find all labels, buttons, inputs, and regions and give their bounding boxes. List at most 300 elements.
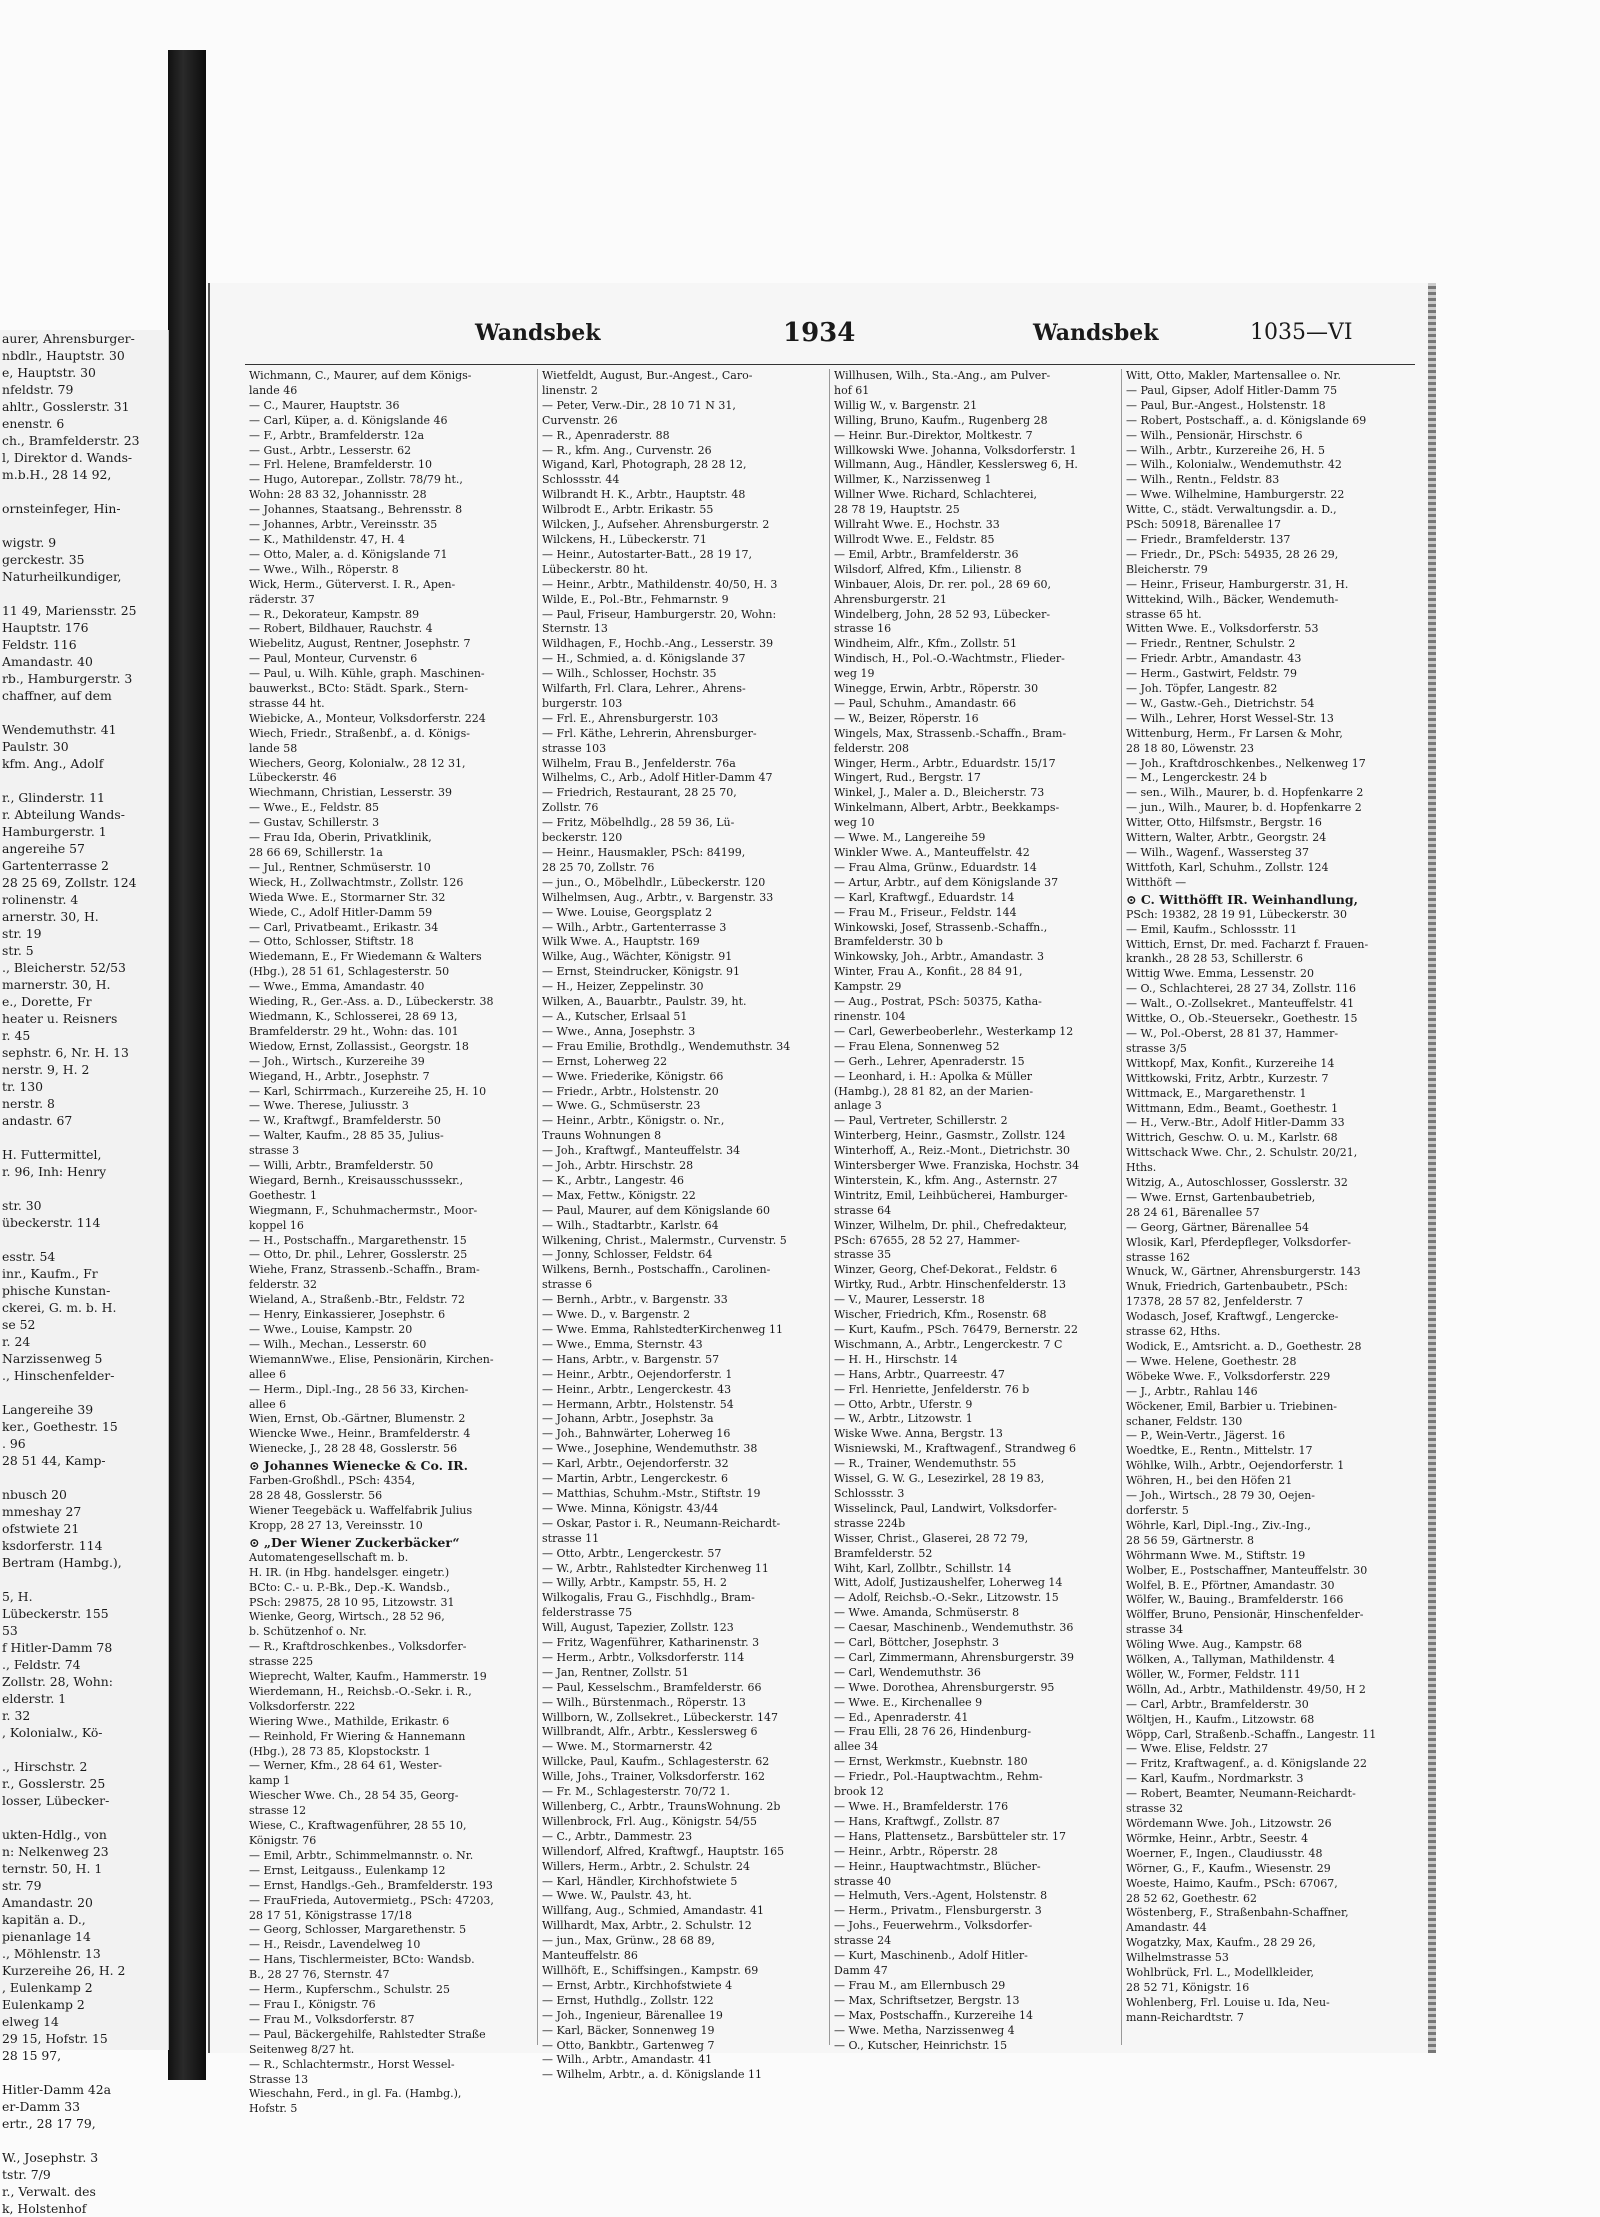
directory-entry: Wiht, Karl, Zollbtr., Schillstr. 14 [834, 1561, 1012, 1575]
left-page-line: esstr. 54 [2, 1249, 56, 1264]
directory-entry: beckerstr. 120 [542, 831, 623, 845]
directory-entry: Volksdorferstr. 222 [249, 1699, 356, 1713]
directory-entry: Wierdemann, H., Reichsb.-O.-Sekr. i. R., [249, 1684, 472, 1698]
directory-entry: — Hans, Arbtr., v. Bargenstr. 57 [542, 1352, 720, 1366]
directory-entry: — Carl, Küper, a. d. Königslande 46 [249, 413, 448, 427]
left-page-line: l, Direktor d. Wands- [2, 450, 133, 465]
directory-entry: Schlossstr. 3 [834, 1486, 905, 1500]
directory-entry: — Karl, Kaufm., Nordmarkstr. 3 [1126, 1772, 1304, 1786]
directory-entry: — Wwe. Louise, Georgsplatz 2 [542, 905, 713, 919]
directory-entry: — Max, Fettw., Königstr. 22 [542, 1188, 696, 1202]
left-page-line: ertr., 28 17 79, [2, 2116, 96, 2131]
directory-entry: Wiechmann, Christian, Lesserstr. 39 [249, 786, 453, 800]
directory-entry: — Wwe. Minna, Königstr. 43/44 [542, 1501, 719, 1515]
directory-entry: 28 52 71, Königstr. 16 [1126, 1980, 1250, 1994]
directory-entry: — Max, Schriftsetzer, Bergstr. 13 [834, 1993, 1020, 2007]
left-page-line: kfm. Ang., Adolf [2, 756, 104, 771]
directory-entry: Wöhren, H., bei den Höfen 21 [1126, 1474, 1293, 1488]
left-page-line: ornsteinfeger, Hin- [2, 501, 121, 516]
directory-entry: Windisch, H., Pol.-O.-Wachtmstr., Flieder- [834, 652, 1065, 666]
directory-entry: lande 46 [249, 383, 298, 397]
header-right-title: Wandsbek [1033, 320, 1159, 346]
left-page-line: 28 51 44, Kamp- [2, 1453, 106, 1468]
directory-entry: — Karl, Bäcker, Sonnenweg 19 [542, 2023, 715, 2037]
directory-entry: Wisselinck, Paul, Landwirt, Volksdorfer- [834, 1501, 1057, 1515]
book-binding [168, 50, 206, 2080]
directory-entry: — Fr. M., Schlagesterstr. 70/72 1. [542, 1785, 730, 1799]
directory-columns [245, 364, 1415, 2116]
directory-entry: Wigand, Karl, Photograph, 28 28 12, [542, 458, 747, 472]
directory-entry: Wittfoth, Karl, Schuhm., Zollstr. 124 [1126, 860, 1329, 874]
directory-entry: strasse 3 [249, 1144, 300, 1158]
directory-entry: — Fritz, Wagenführer, Katharinenstr. 3 [542, 1636, 760, 1650]
directory-entry: — Wwe., Josephine, Wendemuthstr. 38 [542, 1442, 758, 1456]
directory-entry: Wölken, A., Tallyman, Mathildenstr. 4 [1126, 1653, 1335, 1667]
directory-entry: Wöhrle, Karl, Dipl.-Ing., Ziv.-Ing., [1126, 1518, 1311, 1532]
directory-entry: Willhöft, E., Schiffsingen., Kampstr. 69 [542, 1963, 759, 1977]
directory-entry: Kampstr. 29 [834, 980, 902, 994]
left-page-line: wigstr. 9 [2, 535, 57, 550]
directory-entry: — Wilh., Schlosser, Hochstr. 35 [542, 667, 717, 681]
directory-entry: — Werner, Kfm., 28 64 61, Wester- [249, 1759, 442, 1773]
directory-entry: Bramfelderstr. 52 [834, 1546, 933, 1560]
directory-entry: — Otto, Dr. phil., Lehrer, Gosslerstr. 25 [249, 1248, 468, 1262]
directory-entry: Manteuffelstr. 86 [542, 1949, 638, 1963]
directory-entry: Winterstein, K., kfm. Ang., Asternstr. 27 [834, 1173, 1058, 1187]
directory-entry: — jun., O., Möbelhdlr., Lübeckerstr. 120 [542, 875, 766, 889]
directory-entry: Willbrandt, Alfr., Arbtr., Kesslersweg 6 [542, 1725, 758, 1739]
directory-entry: Hofstr. 5 [249, 2102, 298, 2116]
directory-entry: — Friedr., Bramfelderstr. 137 [1126, 532, 1291, 546]
directory-entry: — Wwe. Metha, Narzissenweg 4 [834, 2023, 1015, 2037]
directory-entry: allee 6 [249, 1367, 287, 1381]
left-page-line [0, 1129, 168, 1146]
directory-entry: strasse 6 [542, 1278, 593, 1292]
directory-entry: strasse 11 [542, 1531, 600, 1545]
directory-entry: — C., Maurer, Hauptstr. 36 [249, 398, 400, 412]
directory-entry: felderstr. 208 [834, 741, 910, 755]
left-page-line: übeckerstr. 114 [2, 1215, 101, 1230]
directory-entry: Windheim, Alfr., Kfm., Zollstr. 51 [834, 637, 1017, 651]
directory-entry: — Heinr., Hausmakler, PSch: 84199, [542, 846, 746, 859]
directory-entry: (Hambg.), 28 81 82, an der Marien- [834, 1084, 1034, 1098]
directory-entry: (Hbg.), 28 51 61, Schlagesterstr. 50 [249, 965, 450, 979]
left-page-line: angereihe 57 [2, 841, 85, 856]
directory-entry: — Heinr. Bur.-Direktor, Moltkestr. 7 [834, 428, 1033, 442]
left-page-line: rolinenstr. 4 [2, 892, 79, 907]
left-page-line [0, 1384, 168, 1401]
directory-entry: — Johannes, Arbtr., Vereinsstr. 35 [249, 518, 438, 532]
directory-entry: — R., Apenraderstr. 88 [542, 428, 670, 442]
directory-entry: Wittenburg, Herm., Fr Larsen & Mohr, [1126, 726, 1343, 740]
directory-entry: — jun., Max, Grünw., 28 68 89, [542, 1934, 715, 1948]
directory-entry: — Frau M., am Ellernbusch 29 [834, 1978, 1006, 1992]
directory-entry: — Wwe. Ernst, Gartenbaubetrieb, [1126, 1190, 1316, 1204]
directory-entry: Wilhelmsen, Aug., Arbtr., v. Bargenstr. 33 [542, 890, 774, 904]
directory-entry: Witter, Otto, Hilfsmstr., Bergstr. 16 [1126, 816, 1322, 830]
directory-entry: Wieprecht, Walter, Kaufm., Hammerstr. 19 [249, 1670, 487, 1684]
directory-entry: Winzer, Wilhelm, Dr. phil., Chefredakteur, [834, 1218, 1067, 1232]
directory-entry: Wingert, Rud., Bergstr. 17 [834, 771, 981, 785]
directory-entry: Wilkens, Bernh., Postschaffn., Carolinen- [542, 1263, 771, 1277]
directory-entry: Willraht Wwe. E., Hochstr. 33 [834, 518, 1000, 532]
left-page-line: Eulenkamp 2 [2, 1997, 85, 2012]
directory-entry: Winterhoff, A., Reiz.-Mont., Dietrichstr. 30 [834, 1144, 1071, 1158]
left-page-line [0, 2132, 168, 2149]
directory-entry: — Robert, Postschaff., a. d. Königslande 69 [1126, 413, 1367, 427]
left-page-line [0, 1469, 168, 1486]
directory-entry: allee 6 [249, 1397, 287, 1411]
directory-entry: Wördemann Wwe. Joh., Litzowstr. 26 [1126, 1817, 1332, 1830]
left-page-line: Zollstr. 28, Wohn: [2, 1674, 113, 1689]
directory-entry: Wittmann, Edm., Beamt., Goethestr. 1 [1126, 1101, 1339, 1115]
directory-entry: Winkel, J., Maler a. D., Bleicherstr. 73 [834, 786, 1045, 800]
directory-entry: Wille, Johs., Trainer, Volksdorferstr. 162 [542, 1770, 765, 1784]
directory-entry: Wieding, R., Ger.-Ass. a. D., Lübeckerstr. 38 [249, 995, 494, 1009]
directory-entry: — Wwe., Emma, Sternstr. 43 [542, 1337, 703, 1351]
directory-entry: — Matthias, Schuhm.-Mstr., Stiftstr. 19 [542, 1486, 761, 1500]
directory-entry: — H., Postschaffn., Margarethenstr. 15 [249, 1233, 467, 1247]
directory-entry: strasse 40 [834, 1874, 892, 1888]
directory-entry: Wiehe, Franz, Strassenb.-Schaffn., Bram- [249, 1263, 480, 1277]
directory-entry: Wiener Teegebäck u. Waffelfabrik Julius [249, 1503, 473, 1517]
directory-entry: Willendorf, Alfred, Kraftwgf., Hauptstr. 165 [542, 1844, 785, 1858]
directory-entry: — Carl, Arbtr., Bramfelderstr. 30 [1126, 1697, 1309, 1711]
directory-entry: Wohlenberg, Frl. Louise u. Ida, Neu- [1126, 1995, 1330, 2009]
directory-entry: — Heinr., Arbtr., Königstr. o. Nr., [542, 1114, 725, 1128]
directory-entry: — Aug., Postrat, PSch: 50375, Katha- [834, 995, 1042, 1009]
directory-entry: strasse 62, Hths. [1126, 1325, 1221, 1339]
directory-entry: Wissel, G. W. G., Lesezirkel, 28 19 83, [834, 1472, 1045, 1486]
directory-entry: — Wwe. G., Schmüserstr. 23 [542, 1099, 701, 1113]
directory-entry: anlage 3 [834, 1099, 882, 1113]
directory-entry: — W., Gastw.-Geh., Dietrichstr. 54 [1126, 696, 1315, 710]
left-page-line: r. 24 [2, 1334, 31, 1349]
directory-entry: Wisniewski, M., Kraftwagenf., Strandweg 6 [834, 1442, 1077, 1456]
directory-entry: Woerner, F., Ingen., Claudiusstr. 48 [1126, 1846, 1323, 1860]
directory-entry: — Hermann, Arbtr., Holstenstr. 54 [542, 1397, 734, 1411]
directory-entry: Willner Wwe. Richard, Schlachterei, [834, 488, 1037, 502]
directory-entry: B., 28 27 76, Sternstr. 47 [249, 1968, 390, 1982]
directory-entry: — Frl. Henriette, Jenfelderstr. 76 b [834, 1382, 1030, 1396]
directory-entry: Wilde, E., Pol.-Btr., Fehmarnstr. 9 [542, 592, 729, 606]
directory-entry: Wien, Ernst, Ob.-Gärtner, Blumenstr. 2 [249, 1412, 466, 1426]
directory-entry: Wilfarth, Frl. Clara, Lehrer., Ahrens- [542, 682, 746, 696]
left-page-line: gerckestr. 35 [2, 552, 85, 567]
directory-entry: — Herm., Gastwirt, Feldstr. 79 [1126, 667, 1297, 681]
directory-entry: — sen., Wilh., Maurer, b. d. Hopfenkarre 2 [1126, 786, 1364, 800]
directory-entry: Amandastr. 44 [1126, 1921, 1207, 1935]
directory-entry: Wiegard, Bernh., Kreisausschusssekr., [249, 1173, 464, 1187]
left-page-line: r. 96, Inh: Henry [2, 1164, 107, 1179]
directory-entry: strasse 32 [1126, 1802, 1184, 1816]
directory-entry: Willmann, Aug., Händler, Kesslersweg 6, H. [834, 458, 1078, 472]
left-page-line: Feldstr. 116 [2, 637, 77, 652]
directory-entry: Wieland, A., Straßenb.-Btr., Feldstr. 72 [249, 1293, 465, 1307]
left-page-line: 29 15, Hofstr. 15 [2, 2031, 108, 2046]
left-page-line: ksdorferstr. 114 [2, 1538, 103, 1553]
directory-entry: Bramfelderstr. 30 b [834, 935, 943, 949]
left-page-line: Hamburgerstr. 1 [2, 824, 107, 839]
directory-entry: 28 28 48, Gosslerstr. 56 [249, 1489, 383, 1503]
previous-page-fragment [0, 330, 169, 2216]
directory-entry: Winkowsky, Joh., Arbtr., Amandastr. 3 [834, 950, 1045, 964]
directory-entry: räderstr. 37 [249, 592, 315, 606]
left-page-line: Kurzereihe 26, H. 2 [2, 1963, 126, 1978]
directory-entry: Wittschack Wwe. Chr., 2. Schulstr. 20/21, [1126, 1146, 1358, 1160]
directory-entry: 28 24 61, Bärenallee 57 [1126, 1205, 1260, 1219]
directory-entry: — K., Arbtr., Langestr. 46 [542, 1173, 685, 1187]
directory-entry: Winter, Frau A., Konfit., 28 84 91, [834, 965, 1023, 979]
directory-entry: Wöller, W., Former, Feldstr. 111 [1126, 1667, 1301, 1681]
directory-entry: Bramfelderstr. 29 ht., Wohn: das. 101 [249, 1024, 459, 1038]
directory-entry: — Johs., Feuerwehrm., Volksdorfer- [834, 1919, 1033, 1933]
directory-entry: strasse 225 [249, 1655, 314, 1669]
directory-entry: — Otto, Arbtr., Lengerckestr. 57 [542, 1546, 722, 1560]
directory-entry: Wittekind, Wilh., Bäcker, Wendemuth- [1126, 592, 1339, 606]
directory-entry: — Wilhelm, Arbtr., a. d. Königslande 11 [542, 2068, 763, 2082]
directory-entry: — Johann, Arbtr., Josephstr. 3a [542, 1412, 714, 1426]
directory-entry: — Ernst, Werkmstr., Kuebnstr. 180 [834, 1755, 1028, 1769]
left-page-line: elderstr. 1 [2, 1691, 67, 1706]
directory-entry: Wiedow, Ernst, Zollassist., Georgstr. 18 [249, 1039, 469, 1053]
left-page-line: Amandastr. 40 [2, 654, 93, 669]
directory-entry: Wiering Wwe., Mathilde, Erikastr. 6 [249, 1714, 450, 1728]
left-page-line [0, 1571, 168, 1588]
directory-entry: Wiedmann, K., Schlosserei, 28 69 13, [249, 1009, 458, 1023]
directory-entry: Strasse 13 [249, 2072, 309, 2086]
directory-entry: Wittrich, Geschw. O. u. M., Karlstr. 68 [1126, 1131, 1338, 1145]
directory-entry: Willcke, Paul, Kaufm., Schlagesterstr. 62 [542, 1755, 770, 1769]
directory-entry: — Paul, Monteur, Curvenstr. 6 [249, 652, 418, 666]
directory-entry: Wintritz, Emil, Leihbücherei, Hamburger- [834, 1188, 1068, 1202]
directory-entry: 28 52 62, Goethestr. 62 [1126, 1891, 1258, 1905]
directory-entry: — Otto, Bankbtr., Gartenweg 7 [542, 2038, 715, 2052]
directory-entry: Wilk Wwe. A., Hauptstr. 169 [542, 935, 700, 949]
left-page-line [0, 1809, 168, 1826]
directory-entry: — Joh., Kraftwgf., Manteuffelstr. 34 [542, 1144, 741, 1158]
directory-entry: — Wwe. Friederike, Königstr. 66 [542, 1069, 724, 1083]
left-page-line: r. 32 [2, 1708, 31, 1723]
directory-entry: Wörner, G., F., Kaufm., Wiesenstr. 29 [1126, 1861, 1331, 1875]
directory-entry: Wohlbrück, Frl. L., Modellkleider, [1126, 1966, 1314, 1980]
directory-entry: Wittmack, E., Margarethenstr. 1 [1126, 1086, 1307, 1100]
column-1 [245, 369, 515, 2116]
directory-entry: — C., Arbtr., Dammestr. 23 [542, 1829, 693, 1843]
left-page-line: kapitän a. D., [2, 1912, 86, 1927]
left-page-line: , Kolonialw., Kö- [2, 1725, 103, 1740]
directory-entry: — Herm., Kupferschm., Schulstr. 25 [249, 1983, 451, 1997]
directory-entry: Wieschahn, Ferd., in gl. Fa. (Hambg.), [249, 2087, 462, 2101]
directory-entry: H. IR. (in Hbg. handelsger. eingetr.) [249, 1565, 450, 1579]
directory-entry: strasse 103 [542, 741, 607, 755]
directory-entry: Wiedemann, E., Fr Wiedemann & Walters [249, 950, 482, 964]
directory-entry: — Carl, Zimmermann, Ahrensburgerstr. 39 [834, 1650, 1075, 1664]
directory-entry: — Heinr., Arbtr., Lengerckestr. 43 [542, 1382, 732, 1396]
directory-entry: — Heinr., Arbtr., Oejendorferstr. 1 [542, 1367, 733, 1381]
directory-entry: Wiebelitz, August, Rentner, Josephstr. 7 [249, 637, 471, 651]
directory-entry: (Hbg.), 28 73 85, Klopstockstr. 1 [249, 1744, 431, 1758]
directory-entry: — Wwe. Elise, Feldstr. 27 [1126, 1742, 1269, 1756]
left-page-line: phische Kunstan- [2, 1283, 111, 1298]
directory-entry: Wodasch, Josef, Kraftwgf., Lengercke- [1126, 1310, 1339, 1324]
left-page-line [0, 483, 168, 500]
directory-entry: strasse 16 [834, 622, 892, 636]
left-page-line: pienanlage 14 [2, 1929, 91, 1944]
directory-entry: Winegge, Erwin, Arbtr., Röperstr. 30 [834, 682, 1039, 696]
directory-entry: 28 18 80, Löwenstr. 23 [1126, 741, 1255, 755]
directory-entry: 17378, 28 57 82, Jenfelderstr. 7 [1126, 1295, 1303, 1309]
left-page-line: se 52 [2, 1317, 36, 1332]
directory-entry: Wilkogalis, Frau G., Fischhdlg., Bram- [542, 1591, 755, 1605]
directory-entry: — Martin, Arbtr., Lengerckestr. 6 [542, 1472, 728, 1486]
directory-entry: Wöltjen, H., Kaufm., Litzowstr. 68 [1126, 1712, 1315, 1726]
left-page-line: 28 15 97, [2, 2048, 62, 2063]
directory-entry: Wiech, Friedr., Straßenbf., a. d. Königs- [249, 726, 470, 740]
left-page-line: . 96 [2, 1436, 26, 1451]
directory-entry: — Wwe., Louise, Kampstr. 20 [249, 1323, 413, 1336]
directory-entry: — Wwe. Emma, RahlstedterKirchenweg 11 [542, 1323, 783, 1336]
directory-entry: — Heinr., Autostarter-Batt., 28 19 17, [542, 547, 753, 561]
left-page-line: ., Hinschenfelder- [2, 1368, 115, 1383]
directory-entry: Trauns Wohnungen 8 [542, 1129, 662, 1143]
directory-entry: Willhusen, Wilh., Sta.-Ang., am Pulver- [834, 369, 1051, 382]
directory-entry: Winterberg, Heinr., Gasmstr., Zollstr. 124 [834, 1129, 1066, 1143]
directory-entry: — R., kfm. Ang., Curvenstr. 26 [542, 443, 712, 457]
directory-entry: — Ernst, Leitgauss., Eulenkamp 12 [249, 1863, 446, 1877]
left-page-line: str. 5 [2, 943, 34, 958]
directory-entry: — Wwe. Therese, Juliusstr. 3 [249, 1099, 409, 1113]
directory-entry: — Paul, Friseur, Hamburgerstr. 20, Wohn: [542, 607, 777, 621]
directory-entry: Wittig Wwe. Emma, Lessenstr. 20 [1126, 967, 1314, 981]
directory-entry: strasse 44 ht. [249, 696, 325, 710]
directory-entry: — H., Reisdr., Lavendelweg 10 [249, 1938, 421, 1952]
left-page-line [0, 704, 168, 721]
directory-entry: Winkowski, Josef, Strassenb.-Schaffn., [834, 920, 1048, 934]
left-page-line: r., Glinderstr. 11 [2, 790, 105, 805]
directory-entry: PSch: 67655, 28 52 27, Hammer- [834, 1233, 1020, 1247]
directory-entry: Wogatzky, Max, Kaufm., 28 29 26, [1126, 1936, 1316, 1950]
directory-entry: Automatengesellschaft m. b. [249, 1550, 409, 1564]
directory-entry: lande 58 [249, 741, 298, 755]
left-page-line: k, Holstenhof [2, 2201, 87, 2216]
directory-entry: — Walt., O.-Zollsekret., Manteuffelstr. 41 [1126, 997, 1355, 1011]
left-page-line: r., Verwalt. des [2, 2184, 96, 2199]
directory-entry: strasse 3/5 [1126, 1041, 1187, 1055]
left-page-line: ternstr. 50, H. 1 [2, 1861, 103, 1876]
directory-entry: — FrauFrieda, Autovermietg., PSch: 47203, [249, 1893, 494, 1907]
directory-entry: Wilhelmstrasse 53 [1126, 1951, 1229, 1965]
left-page-line: W., Josephstr. 3 [2, 2150, 99, 2165]
directory-entry: — Jul., Rentner, Schmüserstr. 10 [249, 860, 431, 874]
left-page-line: heater u. Reisners [2, 1011, 118, 1026]
directory-entry: Wieda Wwe. E., Stormarner Str. 32 [249, 890, 446, 904]
directory-entry: Farben-Großhdl., PSch: 4354, [249, 1474, 416, 1488]
directory-entry: — W., Kraftwgf., Bramfelderstr. 50 [249, 1114, 441, 1128]
directory-entry: Sternstr. 13 [542, 622, 608, 636]
directory-entry: — Emil, Arbtr., Schimmelmannstr. o. Nr. [249, 1848, 474, 1862]
directory-entry: — Herm., Arbtr., Volksdorferstr. 114 [542, 1650, 745, 1664]
left-page-line: Paulstr. 30 [2, 739, 69, 754]
directory-entry: schaner, Feldstr. 130 [1126, 1414, 1243, 1428]
directory-entry: — Wilh., Mechan., Lesserstr. 60 [249, 1337, 427, 1351]
directory-entry: — Wilh., Rentn., Feldstr. 83 [1126, 473, 1280, 487]
directory-entry: — Wilh., Bürstenmach., Röperstr. 13 [542, 1695, 746, 1709]
left-page-line: ckerei, G. m. b. H. [2, 1300, 117, 1315]
directory-entry: 28 25 70, Zollstr. 76 [542, 860, 655, 874]
directory-entry: Witthöft — [1126, 875, 1187, 889]
directory-entry: Wolfel, B. E., Pförtner, Amandastr. 30 [1126, 1578, 1335, 1592]
left-page-line: sephstr. 6, Nr. H. 13 [2, 1045, 129, 1060]
left-page-line: 11 49, Mariensstr. 25 [2, 603, 137, 618]
directory-entry: — A., Kutscher, Erlsaal 51 [542, 1009, 688, 1023]
directory-entry: felderstr. 32 [249, 1278, 318, 1292]
directory-entry: — Wwe., Wilh., Röperstr. 8 [249, 562, 399, 576]
directory-entry: Willkowski Wwe. Johanna, Volksdorferstr. 1 [834, 443, 1077, 457]
directory-entry: strasse 162 [1126, 1250, 1191, 1264]
left-page-line: Hauptstr. 176 [2, 620, 89, 635]
column-3 [829, 369, 1100, 2052]
directory-entry: — Ernst, Huthdlg., Zollstr. 122 [542, 1993, 714, 2007]
directory-entry: Wöstenberg, F., Straßenbahn-Schaffner, [1126, 1906, 1349, 1920]
directory-entry: Willers, Herm., Arbtr., 2. Schulstr. 24 [542, 1859, 751, 1873]
directory-entry: Wiese, C., Kraftwagenführer, 28 55 10, [249, 1819, 467, 1833]
directory-entry: — Friedr., Dr., PSch: 54935, 28 26 29, [1126, 547, 1339, 561]
left-page-line: 5, H. [2, 1589, 33, 1604]
directory-entry: — R., Schlachtermstr., Horst Wessel- [249, 2057, 455, 2071]
directory-entry: weg 10 [834, 816, 875, 830]
directory-entry: Wöhrmann Wwe. M., Stiftstr. 19 [1126, 1548, 1306, 1562]
directory-entry: — Carl, Böttcher, Josephstr. 3 [834, 1636, 1000, 1650]
left-page-line: e., Dorette, Fr [2, 994, 92, 1009]
directory-entry: — Willi, Arbtr., Bramfelderstr. 50 [249, 1159, 434, 1173]
left-page-line: str. 19 [2, 926, 42, 941]
directory-entry: Wilcken, J., Aufseher. Ahrensburgerstr. 2 [542, 518, 770, 532]
directory-entry: — Wilh., Arbtr., Amandastr. 41 [542, 2053, 713, 2067]
directory-entry: — Heinr., Arbtr., Röperstr. 28 [834, 1844, 998, 1858]
directory-entry: Wölln, Ad., Arbtr., Mathildenstr. 49/50, H 2 [1126, 1682, 1366, 1696]
directory-entry: — Joh., Wirtsch., 28 79 30, Oejen- [1126, 1489, 1316, 1503]
directory-entry: — Wwe., Emma, Amandastr. 40 [249, 980, 425, 994]
directory-entry: strasse 224b [834, 1516, 906, 1530]
left-page-line [0, 1741, 168, 1758]
directory-entry: — Bernh., Arbtr., v. Bargenstr. 33 [542, 1293, 728, 1307]
directory-entry: — Frl. Helene, Bramfelderstr. 10 [249, 458, 432, 472]
directory-entry: — Georg, Schlosser, Margarethenstr. 5 [249, 1923, 467, 1937]
directory-entry: — M., Lengerckestr. 24 b [1126, 771, 1267, 785]
directory-entry: — Frau Alma, Grünw., Eduardstr. 14 [834, 860, 1037, 874]
directory-entry: — Wwe. E., Kirchenallee 9 [834, 1695, 983, 1709]
directory-entry: — Carl, Gewerbeoberlehr., Westerkamp 12 [834, 1024, 1074, 1038]
directory-entry: Wiencke Wwe., Heinr., Bramfelderstr. 4 [249, 1427, 471, 1441]
directory-entry: Wnuk, Friedrich, Gartenbaubetr., PSch: [1126, 1280, 1348, 1294]
directory-entry: — Wilh., Pensionär, Hirschstr. 6 [1126, 428, 1303, 442]
directory-entry: — Heinr., Friseur, Hamburgerstr. 31, H. [1126, 577, 1349, 591]
directory-entry: Wilkening, Christ., Malermstr., Curvenstr. 5 [542, 1233, 787, 1247]
directory-entry: Wintersberger Wwe. Franziska, Hochstr. 34 [834, 1159, 1080, 1173]
directory-entry: ⊙ C. Witthöfft IR. Weinhandlung, [1126, 891, 1358, 907]
left-page-line: rb., Hamburgerstr. 3 [2, 671, 133, 686]
left-page-line: Wendemuthstr. 41 [2, 722, 117, 737]
directory-entry: felderstrasse 75 [542, 1606, 633, 1620]
directory-entry: brook 12 [834, 1785, 884, 1799]
left-page-line: ., Hirschstr. 2 [2, 1759, 88, 1774]
directory-entry: Wiede, C., Adolf Hitler-Damm 59 [249, 905, 433, 919]
directory-entry: ⊙ „Der Wiener Zuckerbäcker“ [249, 1534, 460, 1550]
directory-entry: — W., Arbtr., Litzowstr. 1 [834, 1412, 973, 1426]
directory-entry: — W., Arbtr., Rahlstedter Kirchenweg 11 [542, 1561, 769, 1575]
left-page-line: ukten-Hdlg., von [2, 1827, 107, 1842]
